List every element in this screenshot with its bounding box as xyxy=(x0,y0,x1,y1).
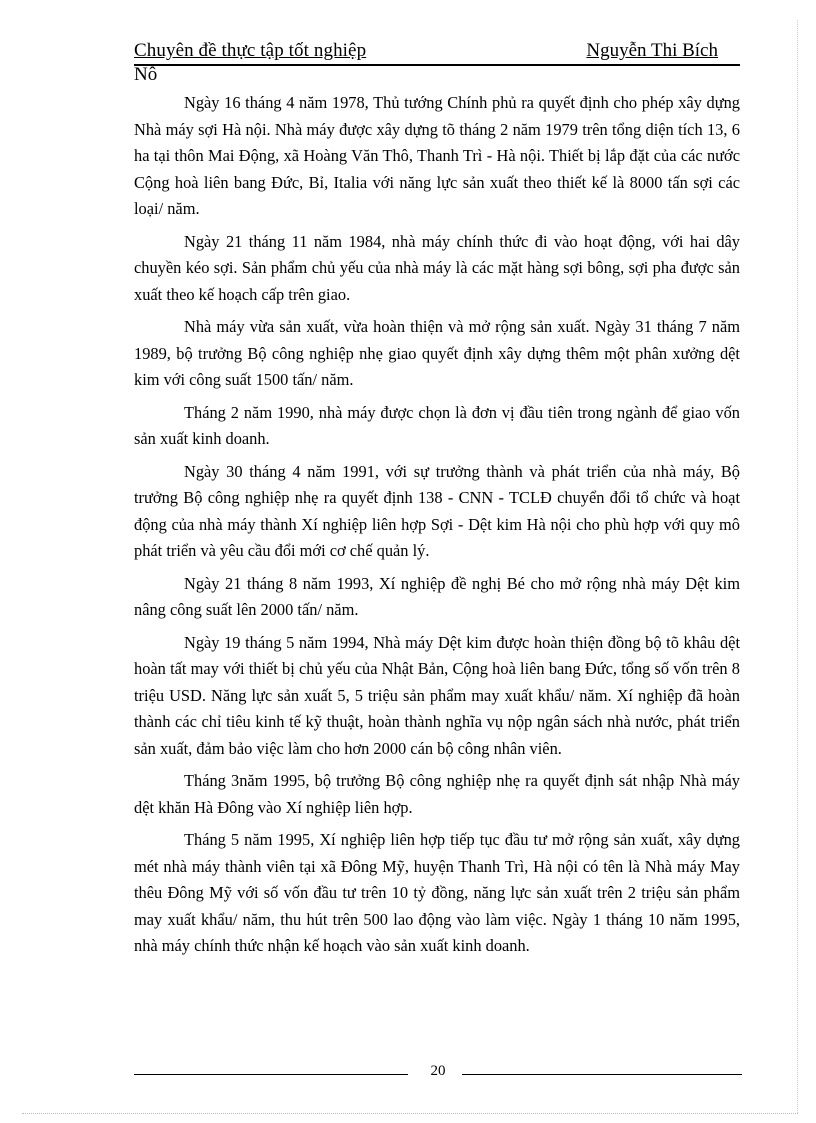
document-body xyxy=(134,90,740,960)
paragraph: Ngày 19 tháng 5 năm 1994, Nhà máy Dệt kim được hoàn thiện đồng bộ tõ khâu dệt hoàn tất may với thiết bị chủ yếu của Nhật Bản, Cộng hoà liên bang Đức, tổng số vốn trên 8 triệu USD. Năng lực sản xuất 5, 5 triệu sản phẩm may xuất khẩu/ năm. Xí nghiệp đã hoàn thành các chỉ tiêu kinh tế kỹ thuật, hoàn thành nghĩa vụ nộp ngân sách nhà nước, phát triển sản xuất, đảm bảo việc làm cho hơn 2000 cán bộ công nhân viên. xyxy=(134,632,740,758)
paragraph: Tháng 3năm 1995, bộ trưởng Bộ công nghiệp nhẹ ra quyết định sát nhập Nhà máy dệt khăn Hà Đông vào Xí nghiệp liên hợp. xyxy=(134,771,740,817)
page-footer xyxy=(134,1061,742,1085)
page-bottom-edge xyxy=(22,1113,798,1114)
page-right-edge xyxy=(797,20,798,1113)
paragraph: Tháng 5 năm 1995, Xí nghiệp liên hợp tiếp tục đầu tư mở rộng sản xuất, xây dựng mét nhà máy thành viên tại xã Đông Mỹ, huyện Thanh Trì, Hà nội có tên là Nhà máy May thêu Đông Mỹ với số vốn đầu tư trên 10 tỷ đồng, năng lực sản xuất trên 2 triệu sản phẩm may xuất khẩu/ năm, thu hút trên 500 lao động vào làm việc. Ngày 1 tháng 10 năm 1995, nhà máy chính thức nhận kế hoạch vào sản xuất kinh doanh. xyxy=(134,830,740,955)
paragraph: Ngày 30 tháng 4 năm 1991, với sự trưởng thành và phát triển của nhà máy, Bộ trưởng Bộ công nghiệp nhẹ ra quyết định 138 - CNN - TCLĐ chuyển đổi tổ chức và hoạt động của nhà máy thành Xí nghiệp liên hợp Sợi - Dệt kim Hà nội cho phù hợp với quy mô phát triển và yêu cầu đổi mới cơ chế quản lý. xyxy=(134,461,740,560)
page-header xyxy=(134,40,740,66)
header-title: Chuyên đề thực tập tốt nghiệp xyxy=(134,40,367,61)
paragraph: Tháng 2 năm 1990, nhà máy được chọn là đơn vị đầu tiên trong ngành để giao vốn sản xuất kinh doanh. xyxy=(134,402,740,448)
paragraph: Ngày 21 tháng 11 năm 1984, nhà máy chính thức đi vào hoạt động, với hai dây chuyền kéo sợi. Sản phẩm chủ yếu của nhà máy là các mặt hàng sợi bông, sợi pha được sản xuất theo kế hoạch cấp trên giao. xyxy=(134,231,740,304)
header-author-continuation: Nô xyxy=(134,64,158,85)
footer-rule-left xyxy=(134,1074,408,1075)
header-author: Nguyễn Thi Bích xyxy=(586,40,718,61)
page-number: 20 xyxy=(430,1063,446,1079)
paragraph: Ngày 21 tháng 8 năm 1993, Xí nghiệp đề nghị Bé cho mở rộng nhà máy Dệt kim nâng công suất lên 2000 tấn/ năm. xyxy=(134,573,740,619)
paragraph: Nhà máy vừa sản xuất, vừa hoàn thiện và mở rộng sản xuất. Ngày 31 tháng 7 năm 1989, bộ trưởng Bộ công nghiệp nhẹ giao quyết định xây dựng thêm một phân xưởng dệt kim với công suất 1500 tấn/ năm. xyxy=(134,317,740,389)
paragraph: Ngày 16 tháng 4 năm 1978, Thủ tướng Chính phủ ra quyết định cho phép xây dựng Nhà máy sợi Hà nội. Nhà máy được xây dựng tõ tháng 2 năm 1979 trên tổng diện tích 13, 6 ha tại thôn Mai Động, xã Hoàng Văn Thô, Thanh Trì - Hà nội. Thiết bị lắp đặt của các nước Cộng hoà liên bang Đức, Bỉ, Italia với năng lực sản xuất theo thiết kế là 8000 tấn sợi các loại/ năm. xyxy=(134,93,740,218)
footer-rule-right xyxy=(462,1074,742,1075)
